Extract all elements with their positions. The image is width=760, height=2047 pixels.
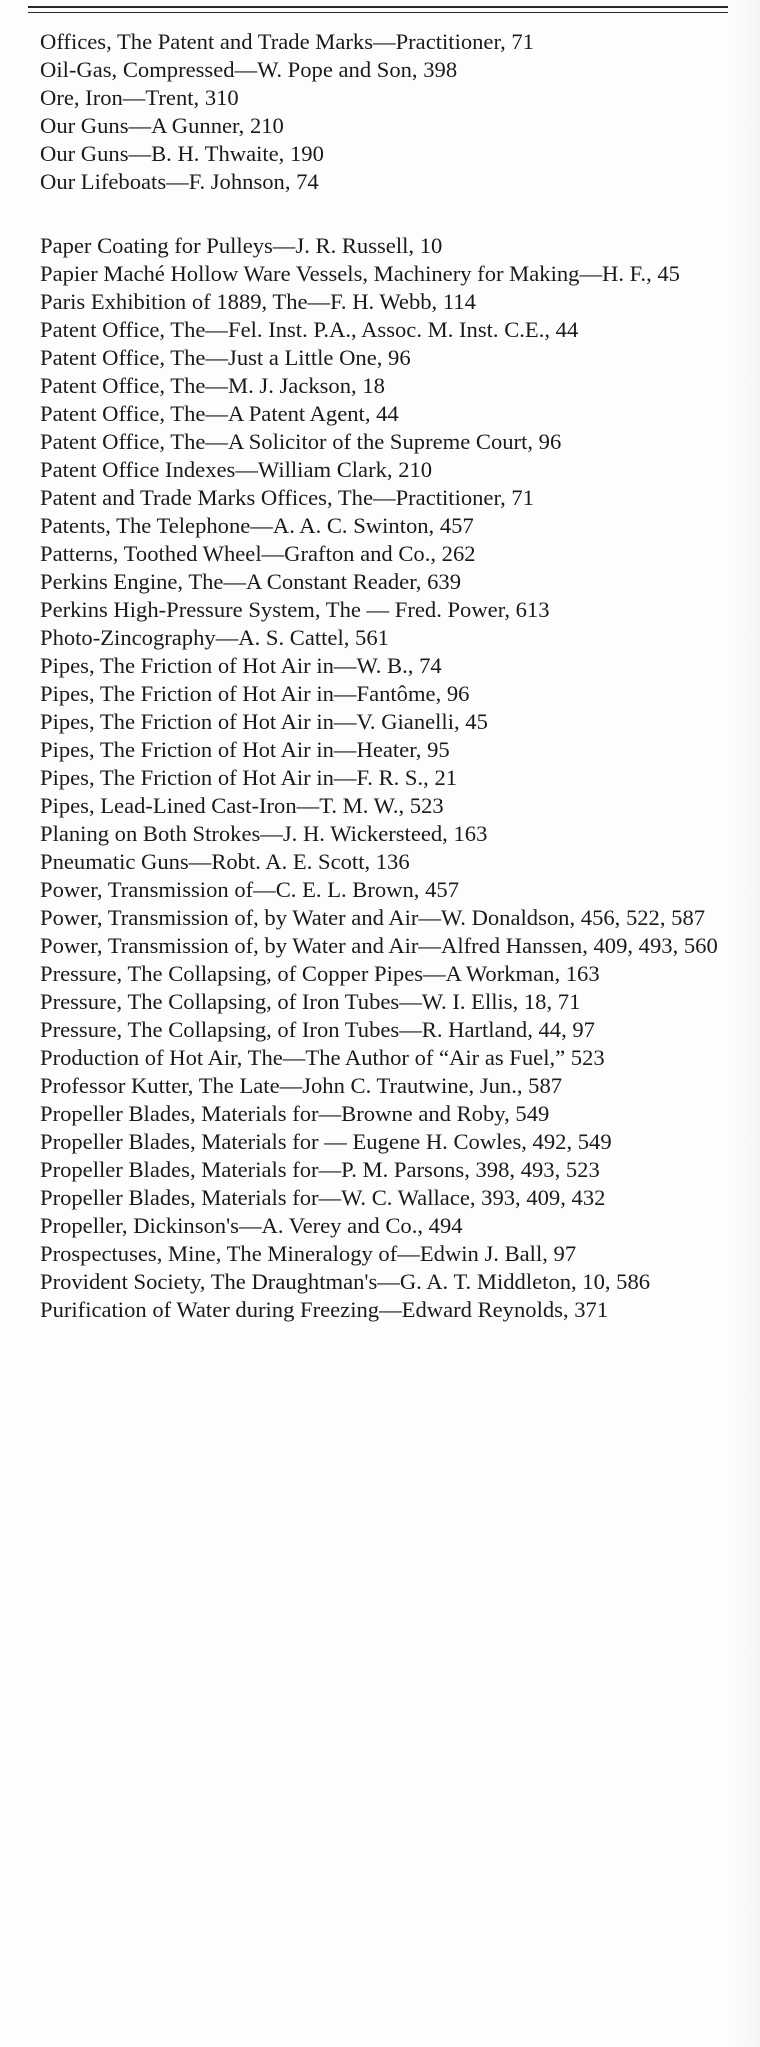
index-entry: Pipes, The Friction of Hot Air in—W. B., 74 bbox=[40, 653, 442, 678]
index-entry: Pressure, The Collapsing, of Iron Tubes—W. I. Ellis, 18, 71 bbox=[40, 989, 581, 1014]
index-entry: Propeller Blades, Materials for—W. C. Wallace, 393, 409, 432 bbox=[40, 1185, 606, 1210]
index-entry: Propeller Blades, Materials for—Browne and Roby, 549 bbox=[40, 1101, 550, 1126]
group-separator bbox=[40, 196, 720, 232]
index-entry: Propeller Blades, Materials for — Eugene H. Cowles, 492, 549 bbox=[40, 1129, 612, 1154]
index-entry: Pneumatic Guns—Robt. A. E. Scott, 136 bbox=[40, 849, 410, 874]
index-entry: Paper Coating for Pulleys—J. R. Russell, 10 bbox=[40, 233, 443, 258]
index-entry: Patent Office, The—A Solicitor of the Supreme Court, 96 bbox=[40, 429, 562, 454]
index-entry: Papier Maché Hollow Ware Vessels, Machinery for Making—H. F., 45 bbox=[40, 261, 680, 286]
index-entry: Power, Transmission of, by Water and Air—W. Donaldson, 456, 522, 587 bbox=[40, 905, 706, 930]
index-entry: Purification of Water during Freezing—Edward Reynolds, 371 bbox=[40, 1297, 609, 1322]
index-entry: Pipes, The Friction of Hot Air in—Fantôme, 96 bbox=[40, 681, 470, 706]
index-entry: Patent Office, The—A Patent Agent, 44 bbox=[40, 401, 399, 426]
index-entry: Patent Office, The—M. J. Jackson, 18 bbox=[40, 373, 385, 398]
index-entry: Prospectuses, Mine, The Mineralogy of—Edwin J. Ball, 97 bbox=[40, 1241, 577, 1266]
index-entry: Pipes, Lead-Lined Cast-Iron—T. M. W., 523 bbox=[40, 793, 444, 818]
index-entry: Pipes, The Friction of Hot Air in—Heater, 95 bbox=[40, 737, 450, 762]
index-entry: Perkins High-Pressure System, The — Fred. Power, 613 bbox=[40, 597, 550, 622]
index-entry: Propeller Blades, Materials for—P. M. Parsons, 398, 493, 523 bbox=[40, 1157, 600, 1182]
index-entry: Perkins Engine, The—A Constant Reader, 639 bbox=[40, 569, 461, 594]
index-entry: Provident Society, The Draughtman's—G. A. T. Middleton, 10, 586 bbox=[40, 1269, 651, 1294]
index-entry: Patent Office Indexes—William Clark, 210 bbox=[40, 457, 433, 482]
index-entry: Power, Transmission of—C. E. L. Brown, 457 bbox=[40, 877, 459, 902]
index-entry: Propeller, Dickinson's—A. Verey and Co., 494 bbox=[40, 1213, 463, 1238]
index-entry: Paris Exhibition of 1889, The—F. H. Webb, 114 bbox=[40, 289, 476, 314]
index-entry: Oil-Gas, Compressed—W. Pope and Son, 398 bbox=[40, 57, 458, 82]
index-entry: Patent Office, The—Just a Little One, 96 bbox=[40, 345, 411, 370]
index-entry: Planing on Both Strokes—J. H. Wickersteed, 163 bbox=[40, 821, 488, 846]
index-entry: Patent and Trade Marks Offices, The—Practitioner, 71 bbox=[40, 485, 534, 510]
index-entry: Pressure, The Collapsing, of Iron Tubes—R. Hartland, 44, 97 bbox=[40, 1017, 595, 1042]
page-edge-shadow bbox=[728, 0, 760, 2047]
index-entry: Pipes, The Friction of Hot Air in—V. Gianelli, 45 bbox=[40, 709, 488, 734]
index-entry: Pipes, The Friction of Hot Air in—F. R. S., 21 bbox=[40, 765, 458, 790]
index-column bbox=[40, 28, 720, 1324]
index-entry: Photo-Zincography—A. S. Cattel, 561 bbox=[40, 625, 389, 650]
index-entry: Power, Transmission of, by Water and Air—Alfred Hanssen, 409, 493, 560 bbox=[40, 933, 718, 958]
top-double-rule bbox=[28, 6, 731, 13]
index-entry: Pressure, The Collapsing, of Copper Pipes—A Workman, 163 bbox=[40, 961, 600, 986]
index-entry: Offices, The Patent and Trade Marks—Practitioner, 71 bbox=[40, 29, 534, 54]
index-entry: Our Guns—A Gunner, 210 bbox=[40, 113, 284, 138]
index-entry: Patents, The Telephone—A. A. C. Swinton, 457 bbox=[40, 513, 474, 538]
index-entry: Professor Kutter, The Late—John C. Trautwine, Jun., 587 bbox=[40, 1073, 563, 1098]
index-entry: Patterns, Toothed Wheel—Grafton and Co., 262 bbox=[40, 541, 476, 566]
index-entry: Patent Office, The—Fel. Inst. P.A., Assoc. M. Inst. C.E., 44 bbox=[40, 317, 579, 342]
index-entry: Our Guns—B. H. Thwaite, 190 bbox=[40, 141, 324, 166]
index-entry: Our Lifeboats—F. Johnson, 74 bbox=[40, 169, 319, 194]
index-entry: Ore, Iron—Trent, 310 bbox=[40, 85, 239, 110]
index-entry: Production of Hot Air, The—The Author of “Air as Fuel,” 523 bbox=[40, 1045, 605, 1070]
